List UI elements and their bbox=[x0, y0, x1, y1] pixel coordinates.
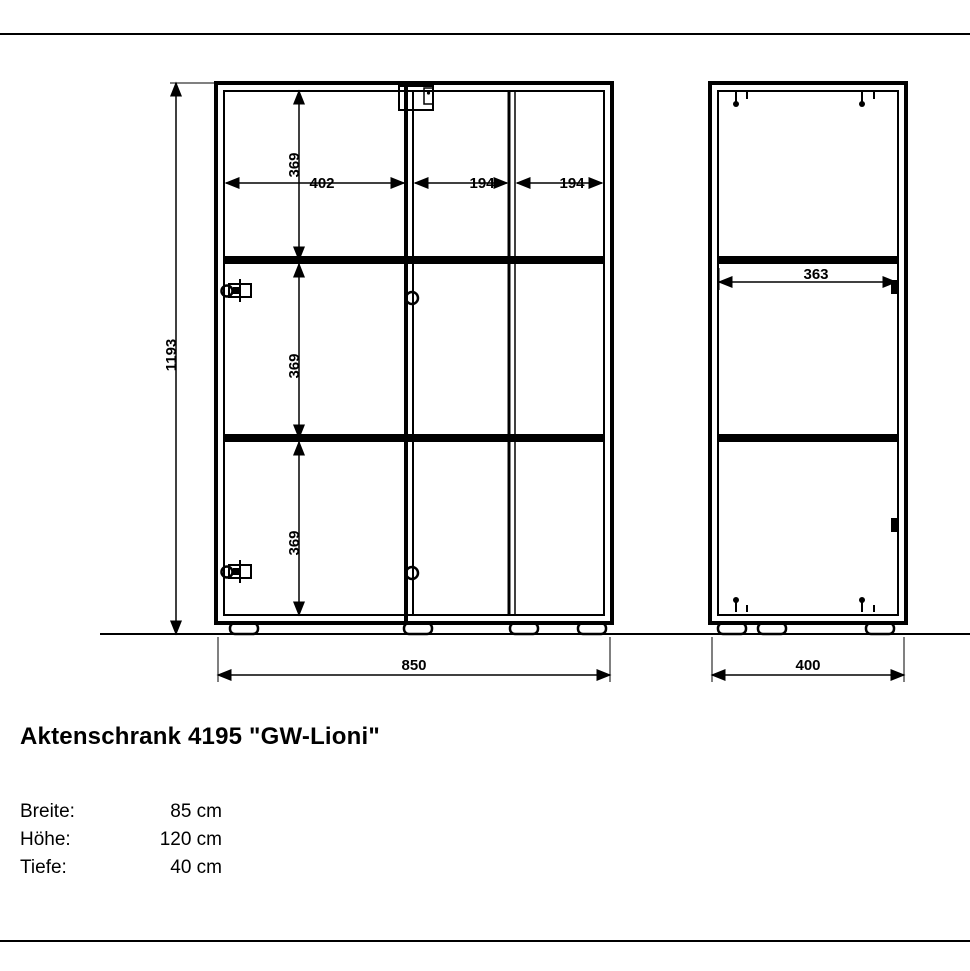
spec-value-breite: 85 cm bbox=[170, 801, 222, 822]
spec-label-hoehe: Höhe: bbox=[20, 829, 71, 850]
spec-row bbox=[20, 798, 226, 826]
side-view bbox=[710, 83, 906, 634]
front-view bbox=[216, 83, 612, 634]
dim-label-compartment-height-middle: 369 bbox=[286, 353, 303, 379]
door-handle-left-upper bbox=[222, 279, 252, 302]
spec-value-tiefe: 40 cm bbox=[170, 857, 222, 878]
spec-label-tiefe: Tiefe: bbox=[20, 857, 67, 878]
spec-row bbox=[20, 854, 226, 882]
dim-overall-width bbox=[218, 637, 610, 682]
spec-value-hoehe: 120 cm bbox=[159, 829, 222, 850]
dim-overall-depth bbox=[712, 637, 904, 682]
dim-label-overall-width: 850 bbox=[401, 657, 427, 674]
dim-label-inner-shelf-depth: 363 bbox=[803, 266, 829, 283]
spec-label-breite: Breite: bbox=[20, 801, 75, 822]
dim-label-compartment-width-left: 402 bbox=[309, 175, 335, 192]
side-fittings bbox=[733, 92, 897, 612]
door-handle-left-lower bbox=[222, 560, 252, 583]
dim-label-compartment-height-bottom: 369 bbox=[286, 530, 303, 556]
dim-overall-height bbox=[163, 83, 220, 634]
dim-label-compartment-width-middle: 194 bbox=[469, 175, 495, 192]
dim-label-overall-depth: 400 bbox=[795, 657, 821, 674]
spec-row bbox=[20, 826, 226, 854]
page-title: Aktenschrank 4195 "GW-Lioni" bbox=[20, 723, 380, 750]
spec-list bbox=[20, 798, 226, 882]
dim-compartment-heights bbox=[286, 91, 303, 615]
sheet-bottom-divider bbox=[0, 940, 970, 942]
dim-label-overall-height: 1193 bbox=[163, 338, 180, 372]
dim-inner-shelf-depth bbox=[719, 266, 896, 290]
dim-label-compartment-height-top: 369 bbox=[286, 152, 303, 178]
dim-label-compartment-width-right: 194 bbox=[559, 175, 585, 192]
